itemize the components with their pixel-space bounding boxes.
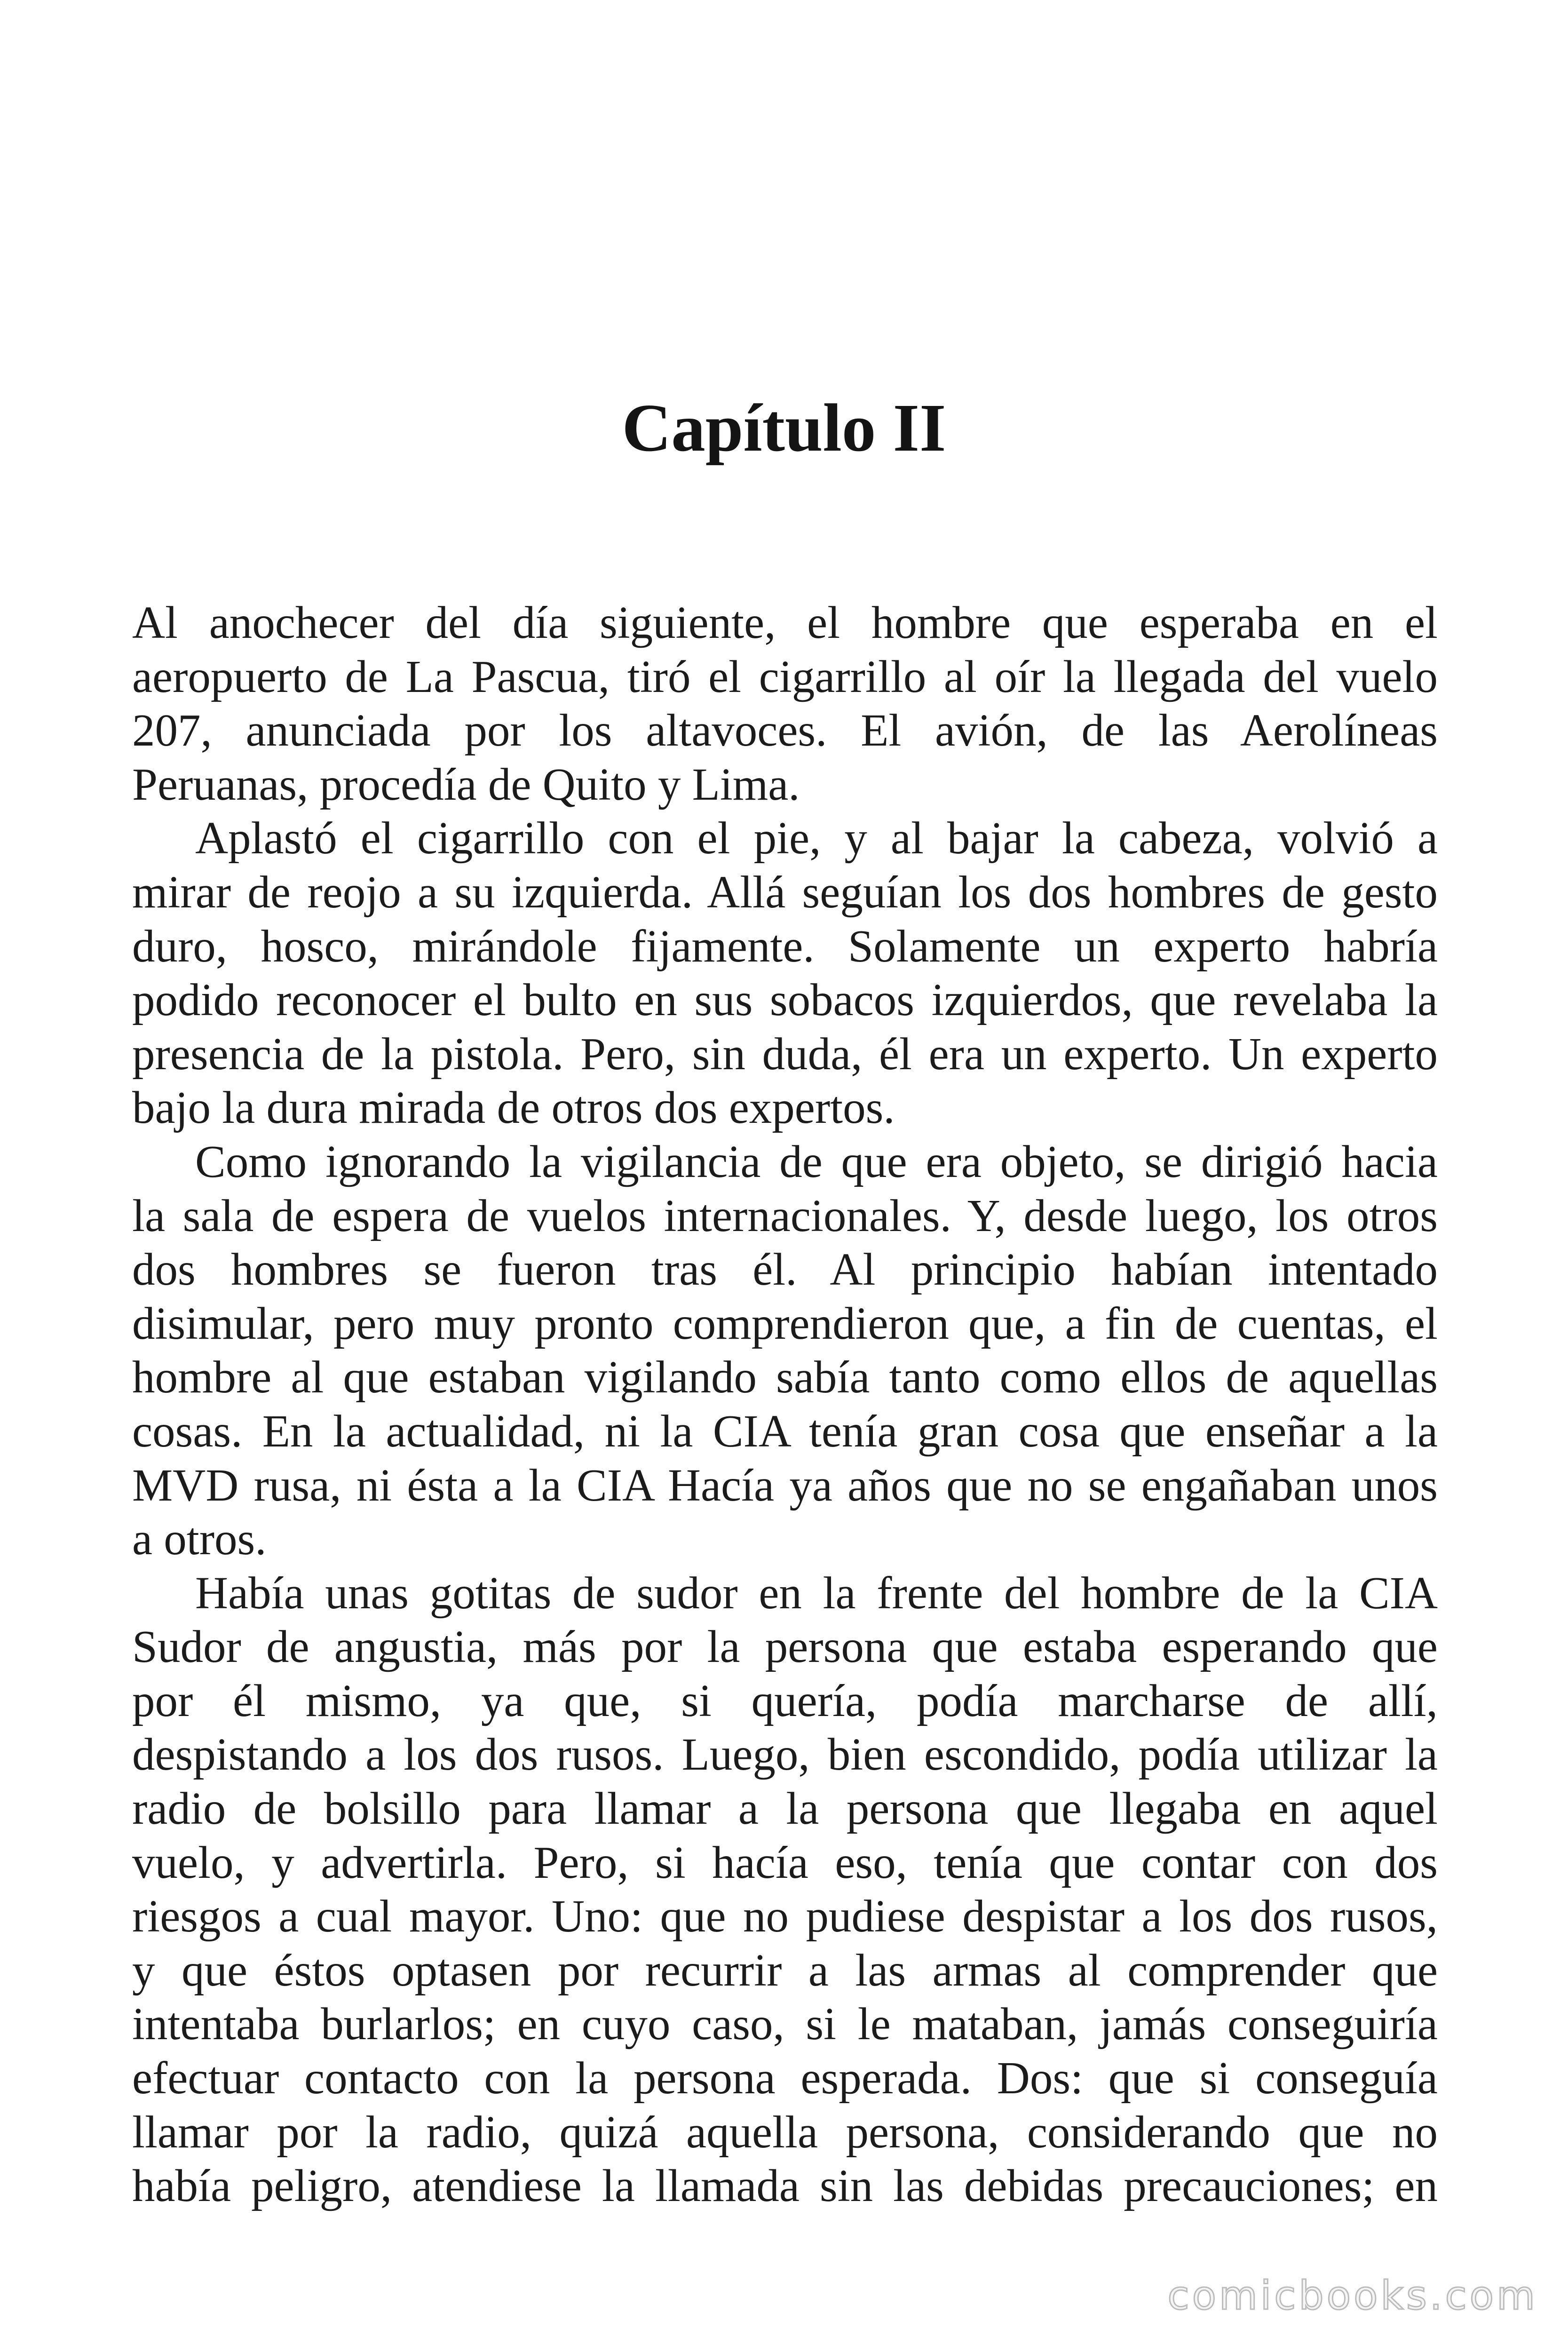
body-text	[132, 596, 1438, 2213]
text-line: la sala de espera de vuelos internacionales. Y, desde luego, los otros	[132, 1190, 1438, 1241]
text-line: efectuar contacto con la persona esperada. Dos: que si conseguía	[132, 2053, 1438, 2104]
text-line: riesgos a cual mayor. Uno: que no pudiese despistar a los dos rusos,	[132, 1891, 1438, 1942]
text-line: Había unas gotitas de sudor en la frente del hombre de la CIA	[195, 1567, 1438, 1618]
text-line: y que éstos optasen por recurrir a las armas al comprender que	[132, 1945, 1438, 1995]
text-line: mirar de reojo a su izquierda. Allá seguían los dos hombres de gesto	[132, 866, 1438, 917]
text-line: disimular, pero muy pronto comprendieron que, a fin de cuentas, el	[132, 1298, 1438, 1349]
text-line: Al anochecer del día siguiente, el hombre que esperaba en el	[132, 597, 1438, 648]
text-line: hombre al que estaban vigilando sabía tanto como ellos de aquellas	[132, 1352, 1438, 1403]
text-line: cosas. En la actualidad, ni la CIA tenía gran cosa que enseñar a la	[132, 1406, 1438, 1456]
paragraph-1	[132, 596, 1438, 811]
text-line: bajo la dura mirada de otros dos expertos.	[132, 1082, 895, 1133]
text-line: por él mismo, ya que, si quería, podía marcharse de allí,	[132, 1675, 1438, 1726]
text-line: intentaba burlarlos; en cuyo caso, si le mataban, jamás conseguiría	[132, 1999, 1438, 2050]
text-line: MVD rusa, ni ésta a la CIA Hacía ya años que no se engañaban unos	[132, 1460, 1438, 1510]
text-line: presencia de la pistola. Pero, sin duda, él era un experto. Un experto	[132, 1028, 1438, 1079]
text-line: 207, anunciada por los altavoces. El avión, de las Aerolíneas	[132, 705, 1438, 756]
text-line: despistando a los dos rusos. Luego, bien escondido, podía utilizar la	[132, 1729, 1438, 1780]
text-line: vuelo, y advertirla. Pero, si hacía eso, tenía que contar con dos	[132, 1837, 1438, 1888]
text-line: a otros.	[132, 1514, 267, 1565]
text-line: radio de bolsillo para llamar a la persona que llegaba en aquel	[132, 1783, 1438, 1834]
text-line: dos hombres se fueron tras él. Al principio habían intentado	[132, 1244, 1438, 1295]
chapter-title: Capítulo II	[622, 390, 946, 466]
paragraph-3	[132, 1135, 1438, 1566]
text-line: podido reconocer el bulto en sus sobacos izquierdos, que revelaba la	[132, 975, 1438, 1025]
text-line: duro, hosco, mirándole fijamente. Solamente un experto habría	[132, 921, 1438, 971]
watermark: comicbooks.com	[1167, 2273, 1538, 2319]
text-line: Aplastó el cigarrillo con el pie, y al bajar la cabeza, volvió a	[195, 813, 1438, 864]
text-line: Sudor de angustia, más por la persona que estaba esperando que	[132, 1621, 1438, 1672]
paragraph-2	[132, 811, 1438, 1135]
text-line: Peruanas, procedía de Quito y Lima.	[132, 759, 800, 810]
text-line: llamar por la radio, quizá aquella persona, considerando que no	[132, 2106, 1438, 2157]
paragraph-4	[132, 1566, 1438, 2213]
text-line: aeropuerto de La Pascua, tiró el cigarrillo al oír la llegada del vuelo	[132, 651, 1438, 702]
text-line: había peligro, atendiese la llamada sin las debidas precauciones; en	[132, 2161, 1438, 2211]
text-line: Como ignorando la vigilancia de que era objeto, se dirigió hacia	[195, 1136, 1438, 1187]
